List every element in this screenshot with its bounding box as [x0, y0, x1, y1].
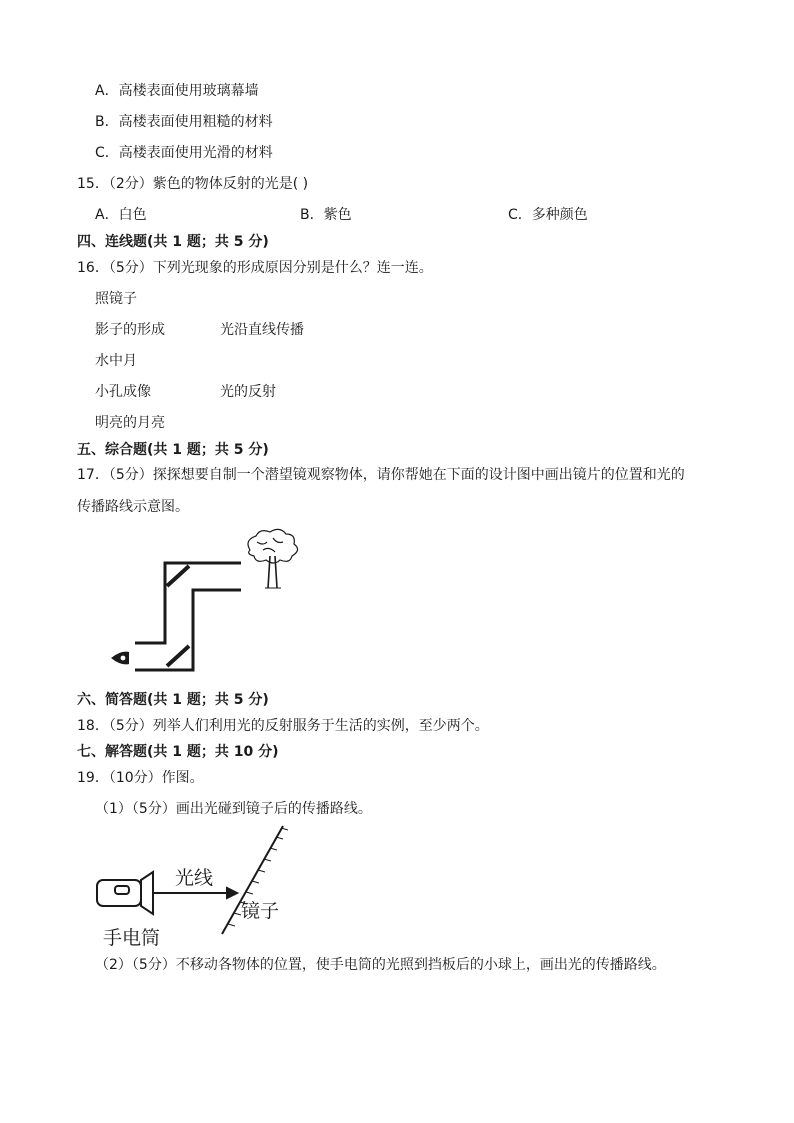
periscope-figure: [105, 530, 305, 680]
q16-left-1: 照镜子: [95, 291, 137, 307]
q15-option-b: B．紫色: [300, 207, 352, 223]
eye-icon: [111, 652, 129, 665]
section-4-title: 四、连线题(共 1 题；共 5 分): [77, 234, 269, 250]
q16-stem: 16．（5分）下列光现象的形成原因分别是什么？连一连。: [77, 260, 433, 276]
q16-left-3: 水中月: [95, 353, 137, 369]
q15-option-c: C．多种颜色: [508, 207, 588, 223]
tree-icon: [248, 529, 298, 588]
q16-right-1: 光沿直线传播: [220, 322, 304, 338]
q19-stem: 19．（10分）作图。: [77, 770, 204, 786]
mirror-label: 镜子: [241, 900, 280, 922]
light-label: 光线: [175, 867, 214, 889]
periscope-outer-wall: [135, 563, 241, 643]
periscope-lower-mirror: [167, 646, 189, 666]
q14-option-b: B．高楼表面使用粗糙的材料: [95, 114, 273, 130]
q15-stem: 15．（2分）紫色的物体反射的光是( ): [77, 176, 309, 192]
q19-part1: （1）（5分）画出光碰到镜子后的传播路线。: [95, 801, 372, 817]
periscope-upper-mirror: [167, 566, 189, 586]
q16-left-4: 小孔成像: [95, 384, 151, 400]
flashlight-label: 手电筒: [103, 927, 161, 949]
q19-part2: （2）（5分）不移动各物体的位置，使手电筒的光照到挡板后的小球上，画出光的传播路线。: [95, 957, 666, 973]
q17-stem-line1: 17．（5分）探探想要自制一个潜望镜观察物体，请你帮她在下面的设计图中画出镜片的位置和光的: [77, 467, 685, 483]
flashlight-icon: [97, 872, 153, 914]
q16-left-2: 影子的形成: [95, 322, 165, 338]
q14-option-c: C．高楼表面使用光滑的材料: [95, 145, 273, 161]
q16-right-2: 光的反射: [220, 384, 276, 400]
q17-stem-line2: 传播路线示意图。: [77, 499, 189, 515]
section-5-title: 五、综合题(共 1 题；共 5 分): [77, 442, 269, 458]
section-6-title: 六、简答题(共 1 题；共 5 分): [77, 692, 269, 708]
flashlight-mirror-figure: [95, 822, 295, 952]
periscope-inner-wall: [135, 590, 241, 670]
q14-option-a: A．高楼表面使用玻璃幕墙: [95, 83, 259, 99]
q18-stem: 18．（5分）列举人们利用光的反射服务于生活的实例，至少两个。: [77, 718, 489, 734]
light-ray-arrow: [153, 888, 237, 898]
section-7-title: 七、解答题(共 1 题；共 10 分): [77, 744, 279, 760]
q16-left-5: 明亮的月亮: [95, 415, 165, 431]
q15-option-a: A．白色: [95, 207, 147, 223]
